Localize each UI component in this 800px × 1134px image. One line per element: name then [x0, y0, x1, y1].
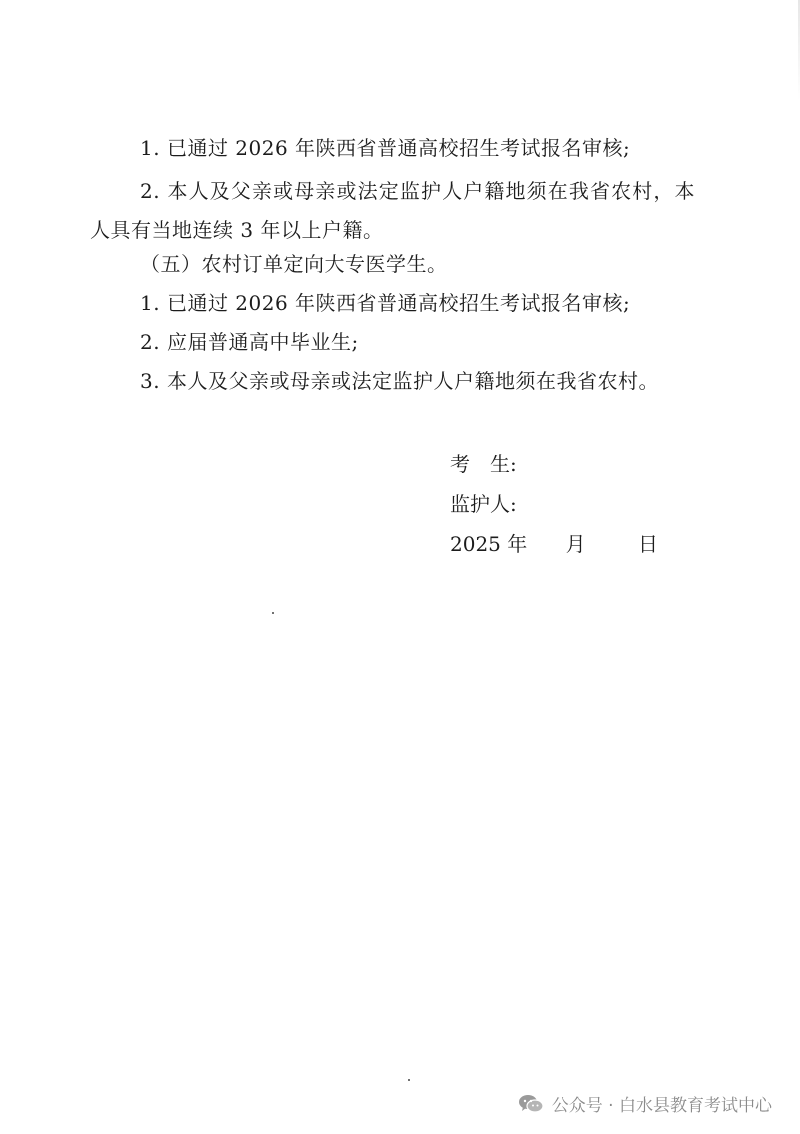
scan-speck	[408, 1079, 410, 1081]
wechat-icon	[518, 1094, 544, 1114]
watermark	[518, 1091, 772, 1116]
guardian-signature-label: 监护人:	[450, 492, 517, 516]
requirement-line-1: 1. 已通过 2026 年陕西省普通高校招生考试报名审核;	[140, 136, 631, 160]
date-day: 日	[637, 532, 658, 556]
signature-date	[450, 530, 658, 558]
examinee-signature-label: 考 生:	[450, 452, 517, 476]
scan-speck	[272, 612, 274, 614]
watermark-text: 公众号 · 白水县教育考试中心	[551, 1096, 772, 1116]
requirement-line-5: 3. 本人及父亲或母亲或法定监护人户籍地须在我省农村。	[140, 369, 659, 393]
date-month: 月	[565, 532, 586, 556]
requirement-line-3: 1. 已通过 2026 年陕西省普通高校招生考试报名审核;	[140, 291, 631, 315]
section-heading-rural-order-medical: （五）农村订单定向大专医学生。	[140, 252, 448, 276]
requirement-line-2: 2. 本人及父亲或母亲或法定监护人户籍地须在我省农村，本人具有当地连续 3 年以上户籍。	[90, 179, 695, 242]
date-year: 2025 年	[450, 532, 528, 556]
requirement-line-4: 2. 应届普通高中毕业生;	[140, 330, 359, 354]
